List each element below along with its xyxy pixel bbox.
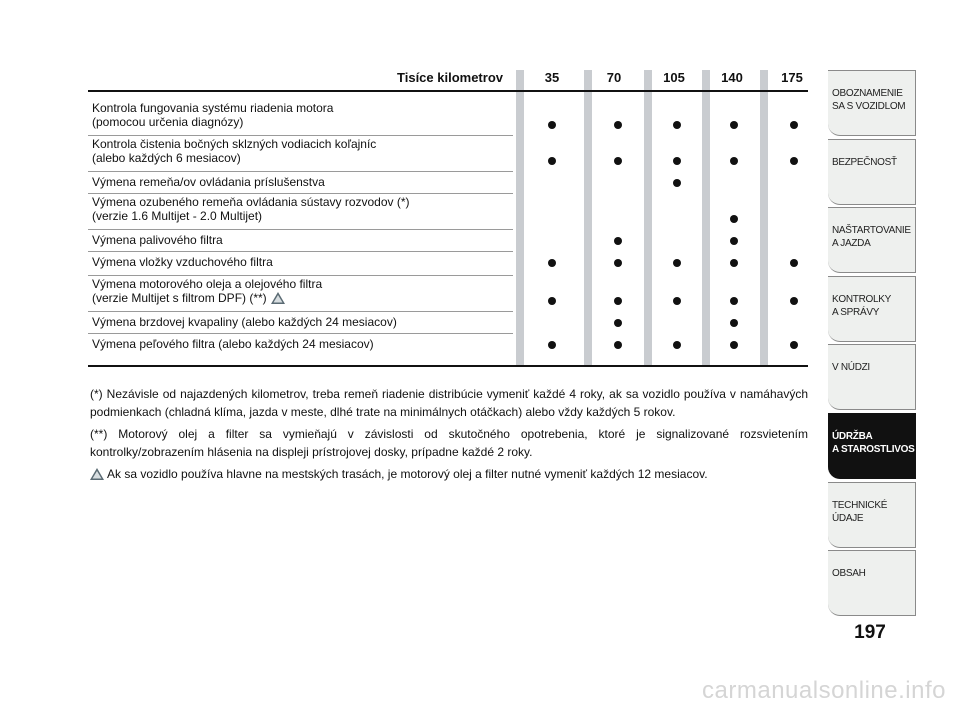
sidebar-tab[interactable] (828, 413, 916, 479)
interval-dot (730, 237, 738, 245)
sidebar-tab-label: OBOZNAMENIE (832, 88, 903, 99)
row-label (92, 255, 422, 269)
table-row (88, 334, 808, 358)
table-row (88, 230, 808, 252)
row-label-line: Kontrola fungovania systému riadenia motora (92, 101, 334, 115)
sidebar-tab[interactable] (828, 207, 916, 273)
km-column-header: 140 (721, 70, 743, 85)
km-column-header: 105 (663, 70, 685, 85)
watermark: carmanualsonline.info (702, 677, 946, 704)
interval-dot (730, 297, 738, 305)
footnote-timing-belt: (*) Nezávisle od najazdených kilometrov, treba remeň riadenie distribúcie vymeniť každé 4 roky, ak sa vozidlo používa v namáhavých podmienkach (chladná klíma, jazda v meste, dlhé trate na minimálnych otáčkach) alebo vždy každých 5 rokov. (90, 387, 808, 419)
sidebar-tab-label: SA S VOZIDLOM (832, 101, 906, 112)
sidebar-tab[interactable] (828, 276, 916, 342)
interval-dot (614, 297, 622, 305)
row-label-line (92, 151, 422, 165)
header-rule (88, 90, 808, 92)
row-label (92, 315, 422, 329)
warning-triangle-icon (90, 468, 104, 480)
row-label (92, 137, 422, 165)
sidebar-tab-label: ÚDAJE (832, 512, 864, 524)
row-label (92, 337, 422, 351)
interval-dot (730, 341, 738, 349)
sidebar-tab-label: A STAROSTLIVOS (832, 444, 915, 455)
interval-dot (730, 259, 738, 267)
km-column-header: 70 (606, 70, 622, 85)
row-label (92, 175, 422, 189)
km-column-header: 35 (544, 70, 560, 85)
sidebar-tab-label: A JAZDA (832, 238, 871, 250)
interval-dot (730, 157, 738, 165)
row-label-line (92, 115, 422, 129)
sidebar-tab-label: TECHNICKÉ (832, 499, 888, 511)
interval-dot (673, 297, 681, 305)
interval-dot (614, 121, 622, 129)
row-label (92, 233, 422, 247)
sidebar-tab[interactable] (828, 482, 916, 548)
row-label-line: Výmena ozubeného remeňa ovládania sústavy rozvodov (*) (92, 195, 410, 209)
interval-dot (673, 179, 681, 187)
row-label-line: Výmena remeňa/ov ovládania príslušenstva (92, 175, 325, 189)
interval-dot (614, 157, 622, 165)
table-row (88, 194, 808, 230)
table-row (88, 312, 808, 334)
footnotes (90, 385, 808, 487)
row-label-line: Výmena palivového filtra (92, 233, 223, 247)
interval-dot (730, 121, 738, 129)
sidebar-tab[interactable] (828, 139, 916, 205)
warning-triangle-icon (271, 292, 285, 304)
interval-dot (673, 341, 681, 349)
interval-dot (790, 157, 798, 165)
table-bottom-rule (88, 365, 808, 367)
sidebar-tab[interactable] (828, 344, 916, 410)
sidebar-tab[interactable] (828, 550, 916, 616)
interval-dot (548, 121, 556, 129)
table-row (88, 252, 808, 276)
interval-dot (548, 157, 556, 165)
interval-dot (548, 341, 556, 349)
sidebar-tab-label: NAŠTARTOVANIE (832, 225, 911, 237)
interval-dot (673, 157, 681, 165)
footnote-engine-oil: (**) Motorový olej a filter sa vymieňajú v závislosti od skutočného opotrebenia, ktoré je signalizované rozsvietením kontrolky/zobrazením hlásenia na displeji prístrojovej dosky, prípadne každé 2 roky. (90, 427, 808, 459)
row-label-line: Kontrola čistenia bočných sklzných vodiacich koľajníc (92, 137, 377, 151)
sidebar-tab-label: ÚDRŽBA (832, 431, 873, 442)
row-label-line: Výmena peľového filtra (alebo každých 24 mesiacov) (92, 337, 374, 351)
interval-dot (790, 341, 798, 349)
table-header-label: Tisíce kilometrov (397, 70, 503, 85)
interval-dot (614, 259, 622, 267)
row-label (92, 277, 422, 305)
interval-dot (730, 319, 738, 327)
page-number: 197 (854, 622, 886, 643)
row-label-line: Výmena motorového oleja a olejového filtra (92, 277, 323, 291)
table-row (88, 136, 808, 172)
interval-dot (673, 259, 681, 267)
sidebar-tab-label: A SPRÁVY (832, 306, 880, 318)
sidebar-tab-label: V NÚDZI (832, 362, 870, 374)
row-label-line (92, 291, 422, 305)
interval-dot (790, 121, 798, 129)
table-row (88, 100, 808, 136)
row-label (92, 101, 422, 129)
footnote-city-driving-text: Ak sa vozidlo používa hlavne na mestských trasách, je motorový olej a filter nutné vymeniť každých 12 mesiacov. (107, 467, 708, 481)
row-label-text: (pomocou určenia diagnózy) (92, 115, 244, 129)
interval-dot (548, 259, 556, 267)
row-label-text: (verzie Multijet s filtrom DPF) (**) (92, 291, 267, 305)
sidebar-tab-label: KONTROLKY (832, 293, 891, 305)
row-label (92, 195, 422, 223)
sidebar-tab-label: BEZPEČNOSŤ (832, 156, 897, 168)
footnote-city-driving (90, 465, 808, 483)
row-label-line: Výmena brzdovej kvapaliny (alebo každých 24 mesiacov) (92, 315, 397, 329)
row-label-text: (alebo každých 6 mesiacov) (92, 151, 241, 165)
interval-dot (614, 341, 622, 349)
table-row (88, 172, 808, 194)
row-label-text: (verzie 1.6 Multijet - 2.0 Multijet) (92, 209, 263, 223)
row-label-line: Výmena vložky vzduchového filtra (92, 255, 273, 269)
interval-dot (673, 121, 681, 129)
interval-dot (790, 297, 798, 305)
interval-dot (790, 259, 798, 267)
interval-dot (614, 319, 622, 327)
sidebar-tab[interactable] (828, 70, 916, 136)
interval-dot (614, 237, 622, 245)
interval-dot (548, 297, 556, 305)
row-label-line (92, 209, 422, 223)
sidebar-tab-label: OBSAH (832, 568, 866, 580)
km-column-header: 175 (781, 70, 803, 85)
table-row (88, 276, 808, 312)
interval-dot (730, 215, 738, 223)
